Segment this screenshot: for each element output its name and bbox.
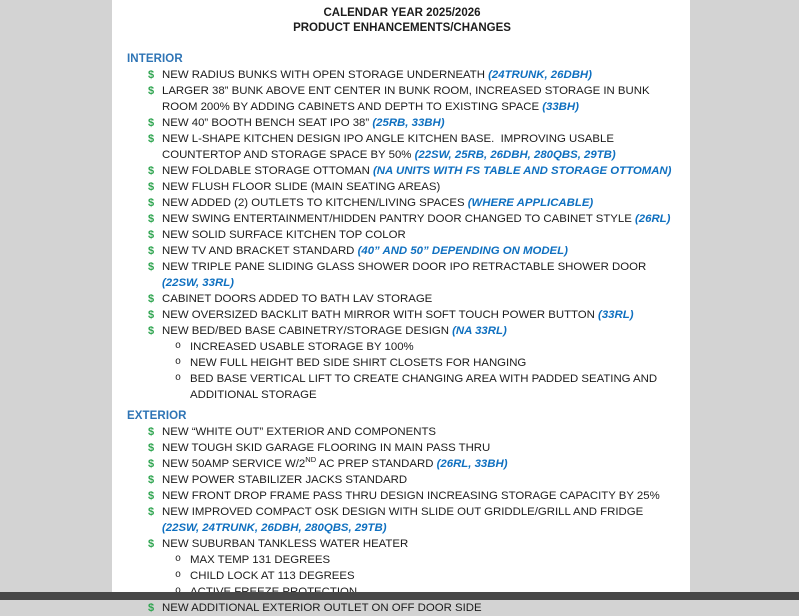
dollar-bullet-icon: $	[148, 85, 155, 97]
model-callout: (NA 33RL)	[452, 325, 507, 337]
list-item	[127, 131, 677, 163]
item-text	[162, 163, 677, 179]
dollar-bullet-icon: $	[148, 213, 155, 225]
model-callout: (24TRUNK, 26DBH)	[488, 69, 592, 81]
model-callout: (33RL)	[598, 309, 634, 321]
circle-bullet-icon: o	[175, 373, 182, 384]
item-text	[162, 195, 677, 211]
list-item	[127, 115, 677, 131]
item-text-segment: NEW POWER STABILIZER JACKS STANDARD	[162, 474, 408, 486]
dollar-bullet-icon: $	[148, 261, 155, 273]
list-item	[127, 307, 677, 323]
dollar-bullet-icon: $	[148, 69, 155, 81]
item-text-segment: NEW FRONT DROP FRAME PASS THRU DESIGN INCREASING STORAGE CAPACITY BY 25%	[162, 490, 660, 502]
item-text-segment: NEW “WHITE OUT” EXTERIOR AND COMPONENTS	[162, 426, 437, 438]
list-item	[127, 456, 677, 472]
item-text	[162, 67, 677, 83]
list-item	[127, 243, 677, 259]
dollar-bullet-icon: $	[148, 117, 155, 129]
list-item	[127, 163, 677, 179]
item-text	[162, 291, 677, 307]
item-text-segment: NEW 40” BOOTH BENCH SEAT IPO 38”	[162, 117, 373, 129]
dollar-bullet-icon: $	[148, 490, 155, 502]
sub-list-item	[127, 552, 677, 568]
model-callout: (WHERE APPLICABLE)	[467, 197, 594, 209]
item-text-segment: NEW TOUGH SKID GARAGE FLOORING IN MAIN PASS THRU	[162, 442, 491, 454]
dollar-bullet-icon: $	[148, 309, 155, 321]
model-callout: (26RL)	[634, 213, 671, 225]
list-item	[127, 291, 677, 307]
subitem-text: MAX TEMP 131 DEGREES	[190, 554, 331, 566]
sub-list-item	[127, 371, 677, 403]
subitem-text: NEW FULL HEIGHT BED SIDE SHIRT CLOSETS FOR HANGING	[190, 357, 527, 369]
model-callout: (40” AND 50” DEPENDING ON MODEL)	[357, 245, 568, 257]
item-text	[162, 472, 677, 488]
circle-bullet-icon: o	[175, 554, 182, 565]
item-text	[162, 179, 677, 195]
list-item	[127, 472, 677, 488]
item-text	[162, 504, 677, 536]
doc-title-line2: PRODUCT ENHANCEMENTS/CHANGES	[293, 22, 511, 34]
model-callout: (22SW, 33RL)	[162, 277, 234, 289]
item-text	[162, 488, 677, 504]
section-exterior	[127, 408, 677, 616]
list-item	[127, 488, 677, 504]
item-text-segment: NEW RADIUS BUNKS WITH OPEN STORAGE UNDERNEATH	[162, 69, 489, 81]
section-interior	[127, 51, 677, 403]
item-text-segment: NEW OVERSIZED BACKLIT BATH MIRROR WITH SOFT TOUCH POWER BUTTON	[162, 309, 599, 321]
item-text	[162, 243, 677, 259]
dollar-bullet-icon: $	[148, 602, 155, 614]
section-heading-interior: INTERIOR	[127, 53, 183, 65]
item-text-segment: NEW ADDITIONAL EXTERIOR OUTLET ON OFF DOOR SIDE	[162, 602, 482, 614]
model-callout: (26RL, 33BH)	[436, 458, 508, 470]
item-text-segment: NEW FLUSH FLOOR SLIDE (MAIN SEATING AREAS)	[162, 181, 441, 193]
dollar-bullet-icon: $	[148, 245, 155, 257]
item-text-segment: CABINET DOORS ADDED TO BATH LAV STORAGE	[162, 293, 433, 305]
dollar-bullet-icon: $	[148, 133, 155, 145]
item-text-segment: NEW FOLDABLE STORAGE OTTOMAN	[162, 165, 373, 177]
model-callout: (33BH)	[542, 101, 579, 113]
item-text-segment: NEW IMPROVED COMPACT OSK DESIGN WITH SLIDE OUT GRIDDLE/GRILL AND FRIDGE	[162, 506, 647, 518]
item-text-segment: NEW BED/BED BASE CABINETRY/STORAGE DESIGN	[162, 325, 453, 337]
subitem-text: INCREASED USABLE STORAGE BY 100%	[190, 341, 414, 353]
ordinal-superscript: ND	[305, 455, 317, 465]
doc-title-line1: CALENDAR YEAR 2025/2026	[323, 7, 481, 19]
list-item	[127, 211, 677, 227]
model-callout: (25RB, 33BH)	[372, 117, 445, 129]
item-text-segment: NEW SWING ENTERTAINMENT/HIDDEN PANTRY DOOR CHANGED TO CABINET STYLE	[162, 213, 635, 225]
item-text	[162, 211, 677, 227]
dollar-bullet-icon: $	[148, 165, 155, 177]
dollar-bullet-icon: $	[148, 181, 155, 193]
list-item	[127, 179, 677, 195]
sub-list-item	[127, 339, 677, 355]
item-text-segment: NEW 50AMP SERVICE W/2	[162, 458, 306, 470]
item-text	[162, 456, 677, 472]
model-callout: (NA UNITS WITH FS TABLE AND STORAGE OTTOMAN)	[372, 165, 672, 177]
dollar-bullet-icon: $	[148, 506, 155, 518]
list-item	[127, 323, 677, 339]
list-item	[127, 195, 677, 211]
dollar-bullet-icon: $	[148, 229, 155, 241]
item-text	[162, 440, 677, 456]
item-text	[162, 259, 677, 291]
circle-bullet-icon: o	[175, 570, 182, 581]
circle-bullet-icon: o	[175, 341, 182, 352]
list-item	[127, 440, 677, 456]
document-page	[112, 0, 690, 614]
dollar-bullet-icon: $	[148, 442, 155, 454]
list-item	[127, 600, 677, 616]
dollar-bullet-icon: $	[148, 325, 155, 337]
sub-list-item	[127, 355, 677, 371]
dollar-bullet-icon: $	[148, 538, 155, 550]
item-text-segment: NEW TRIPLE PANE SLIDING GLASS SHOWER DOOR IPO RETRACTABLE SHOWER DOOR	[162, 261, 650, 273]
item-text-segment: LARGER 38” BUNK ABOVE ENT CENTER IN BUNK ROOM, INCREASED STORAGE IN BUNK ROOM 200% BY ADDING CABINETS AND DEPTH TO EXISTING SPACE	[162, 85, 653, 113]
circle-bullet-icon: o	[175, 357, 182, 368]
sub-list-item	[127, 568, 677, 584]
subitem-text: BED BASE VERTICAL LIFT TO CREATE CHANGING AREA WITH PADDED SEATING AND ADDITIONAL STORAGE	[190, 373, 660, 401]
item-text	[162, 307, 677, 323]
item-text	[162, 424, 677, 440]
list-item	[127, 536, 677, 552]
subitem-text: CHILD LOCK AT 113 DEGREES	[190, 570, 355, 582]
sections	[127, 51, 677, 616]
list-item	[127, 67, 677, 83]
item-text-segment: NEW ADDED (2) OUTLETS TO KITCHEN/LIVING SPACES	[162, 197, 468, 209]
item-text-segment: NEW SOLID SURFACE KITCHEN TOP COLOR	[162, 229, 406, 241]
model-callout: (22SW, 25RB, 26DBH, 280QBS, 29TB)	[414, 149, 616, 161]
dollar-bullet-icon: $	[148, 474, 155, 486]
bottom-bar	[0, 592, 799, 600]
item-text	[162, 83, 677, 115]
item-text-segment: NEW SUBURBAN TANKLESS WATER HEATER	[162, 538, 409, 550]
dollar-bullet-icon: $	[148, 293, 155, 305]
model-callout: (22SW, 24TRUNK, 26DBH, 280QBS, 29TB)	[162, 522, 387, 534]
list-item	[127, 259, 677, 291]
item-text	[162, 227, 677, 243]
list-item	[127, 424, 677, 440]
list-item	[127, 83, 677, 115]
dollar-bullet-icon: $	[148, 197, 155, 209]
dollar-bullet-icon: $	[148, 458, 155, 470]
item-text-segment: AC PREP STANDARD	[316, 458, 437, 470]
section-heading-exterior: EXTERIOR	[127, 410, 187, 422]
item-text	[162, 536, 677, 552]
list-item	[127, 227, 677, 243]
item-text	[162, 323, 677, 339]
item-text-segment: NEW TV AND BRACKET STANDARD	[162, 245, 358, 257]
dollar-bullet-icon: $	[148, 426, 155, 438]
item-text	[162, 600, 677, 616]
item-text-segment: NEW L-SHAPE KITCHEN DESIGN IPO ANGLE KITCHEN BASE. IMPROVING USABLE COUNTERTOP AND STORAGE SPACE BY 50%	[162, 133, 618, 161]
item-text	[162, 115, 677, 131]
item-text	[162, 131, 677, 163]
list-item	[127, 504, 677, 536]
